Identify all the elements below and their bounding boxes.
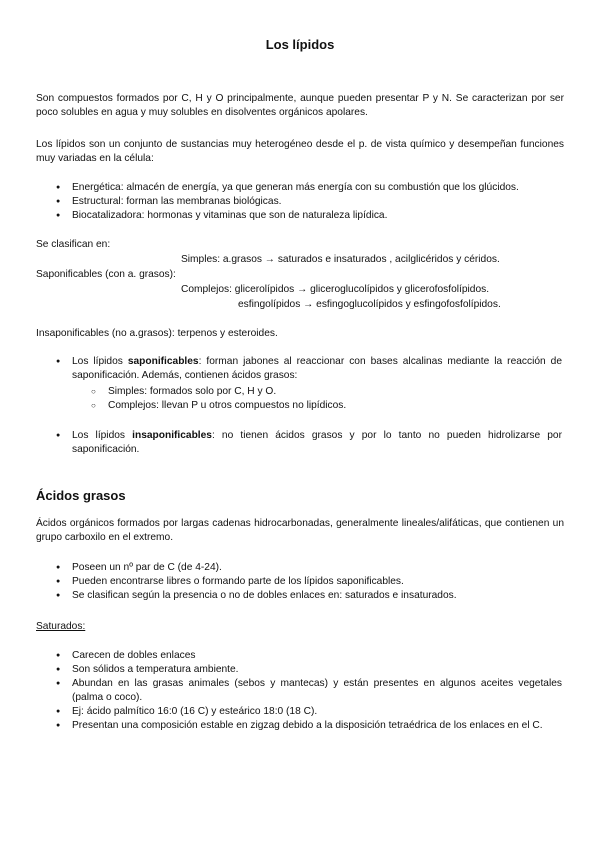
list-item-insaponificables: ● Los lípidos insaponificables: no tienen ácidos grasos y por lo tanto no pueden hidrolizarse por saponificación. (72, 429, 562, 457)
classification-saponificables: Saponificables (con a. grasos): (36, 269, 176, 280)
classification-simples: Simples: a.grasos → saturados e insaturados , acilglicéridos y céridos. (181, 254, 500, 265)
lipid-types-list-2 (72, 429, 562, 457)
list-item-saponificables: ● Los lípidos saponificables: forman jabones al reaccionar con bases alcalinas mediante la reacción de saponificación. Además, contienen ácidos grasos: (72, 355, 562, 383)
list-item: ● Son sólidos a temperatura ambiente. (72, 663, 562, 677)
functions-list (72, 181, 562, 223)
list-item: ● Presentan una composición estable en zigzag debido a la disposición tetraédrica de los enlaces en el C. (72, 719, 562, 733)
list-item: ● Poseen un nº par de C (de 4-24). (72, 561, 562, 575)
list-item: ● Abundan en las grasas animales (sebos y mantecas) y están presentes en algunos aceites vegetales (palma o coco). (72, 677, 562, 705)
classification-complejos: Complejos: glicerolípidos → glicerogluco​lípidos y glicerofosfolípidos. (181, 284, 490, 295)
list-item: ○ Complejos: llevan P u otros compuestos no lipídicos. (108, 399, 558, 413)
keyword-insaponificables: insaponificables (132, 430, 212, 441)
classification-esfingolipidos: esfingolípidos → esfingoglucolípidos y esfingofosfolípidos. (238, 299, 501, 310)
list-item: ● Energética: almacén de energía, ya que generan más energía con su combustión que los glúcidos. (72, 181, 562, 195)
lipid-types-list (72, 355, 562, 383)
list-item: ● Ej: ácido palmítico 16:0 (16 C) y esteárico 18:0 (18 C). (72, 705, 562, 719)
list-item: ● Pueden encontrarse libres o formando parte de los lípidos saponificables. (72, 575, 562, 589)
saturados-list (72, 649, 562, 733)
saponificables-sublist (108, 385, 558, 413)
classification-intro: Se clasifican en: (36, 239, 111, 250)
acidos-list (72, 561, 562, 603)
acidos-paragraph: Ácidos orgánicos formados por largas cadenas hidrocarbonadas, generalmente lineales/alifáticas, que contienen un grupo carboxilo en el extremo. (36, 518, 564, 543)
classification-insaponificables: Insaponificables (no a.grasos): terpenos y esteroides. (36, 328, 278, 339)
list-item: ● Estructural: forman las membranas biológicas. (72, 195, 562, 209)
intro-paragraph-2: Los lípidos son un conjunto de sustancias muy heterogéneo desde el p. de vista químico y desempeñan funciones muy variadas en la célula: (36, 139, 564, 164)
intro-paragraph-1: Son compuestos formados por C, H y O principalmente, aunque pueden presentar P y N. Se caracterizan por ser poco solubles en agua y muy solubles en disolventes orgánicos apolares. (36, 93, 564, 118)
page-title: Los lípidos (265, 37, 335, 52)
list-item: ● Se clasifican según la presencia o no de dobles enlaces en: saturados e insaturados. (72, 589, 562, 603)
section-heading-acidos-grasos: Ácidos grasos (36, 488, 126, 503)
saturados-heading: Saturados: (36, 621, 86, 632)
list-item: ○ Simples: formados solo por C, H y O. (108, 385, 558, 399)
list-item: ● Carecen de dobles enlaces (72, 649, 562, 663)
keyword-saponificables: saponificables (127, 356, 199, 367)
list-item: ● Biocatalizadora: hormonas y vitaminas que son de naturaleza lipídica. (72, 209, 562, 223)
